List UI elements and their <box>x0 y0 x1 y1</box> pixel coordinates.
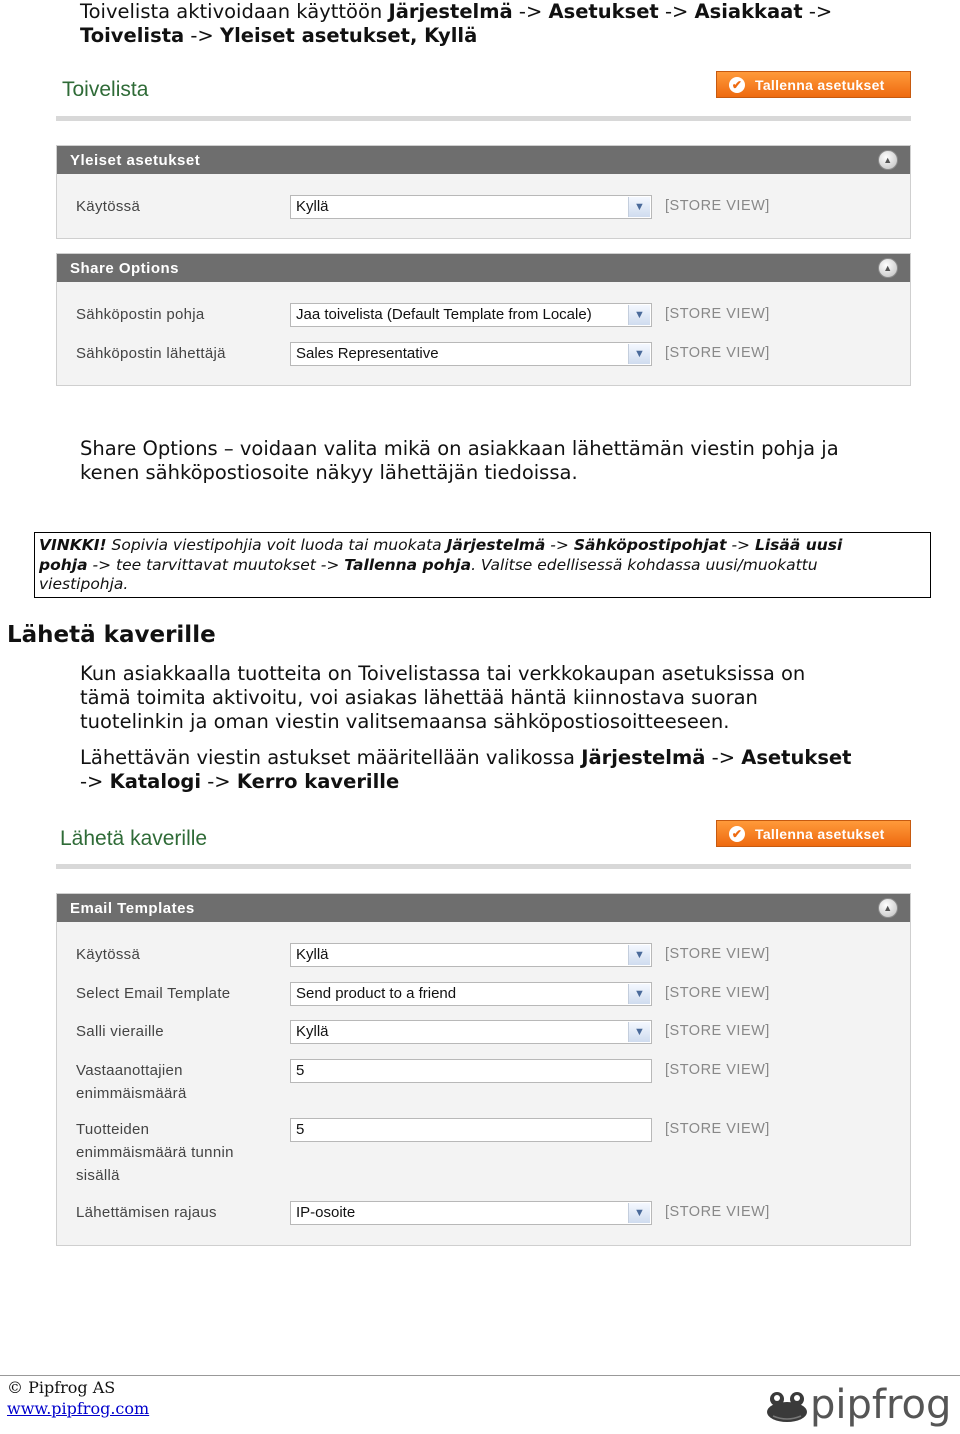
pipfrog-logo <box>765 1378 960 1430</box>
title-divider <box>56 864 911 869</box>
chevron-down-icon: ▼ <box>628 945 650 965</box>
check-icon: ✔ <box>729 77 745 93</box>
share-options-fieldset <box>56 253 911 386</box>
logo-wordmark: pipfrog <box>810 1382 952 1428</box>
general-settings-fieldset <box>56 145 911 239</box>
scope-label: [STORE VIEW] <box>665 1023 770 1039</box>
intro-line-2: Toivelista -> Yleiset asetukset, Kyllä <box>80 24 478 47</box>
chevron-down-icon: ▼ <box>628 305 650 325</box>
footer-copyright: © Pipfrog AS <box>7 1378 116 1397</box>
check-icon: ✔ <box>729 826 745 842</box>
max-recipients-input[interactable]: 5 <box>290 1059 652 1083</box>
setting-label: Sähköpostin pohja <box>76 306 205 323</box>
save-settings-label: Tallenna asetukset <box>755 825 885 842</box>
chevron-down-icon: ▼ <box>628 344 650 364</box>
setting-label: Lähettämisen rajaus <box>76 1204 217 1221</box>
settings-path-paragraph <box>80 746 851 794</box>
footer-website-link[interactable]: www.pipfrog.com <box>7 1399 150 1418</box>
setting-label: Käytössä <box>76 946 141 963</box>
chevron-down-icon: ▼ <box>628 984 650 1004</box>
scope-label: [STORE VIEW] <box>665 1121 770 1137</box>
max-per-hour-input[interactable]: 5 <box>290 1118 652 1142</box>
general-settings-header[interactable]: Yleiset asetukset ▲ <box>57 146 910 174</box>
section-heading: Lähetä kaverille <box>7 622 216 648</box>
email-template-select[interactable]: Jaa toivelista (Default Template from Locale) ▼ <box>290 303 652 327</box>
collapse-icon[interactable]: ▲ <box>878 898 898 918</box>
chevron-down-icon: ▼ <box>628 197 650 217</box>
email-templates-fieldset <box>56 893 911 1246</box>
setting-label: Tuotteiden enimmäismäärä tunnin sisällä <box>76 1121 234 1184</box>
setting-label: Vastaanottajien enimmäismäärä <box>76 1062 187 1102</box>
enabled-select[interactable]: Kyllä ▼ <box>290 195 652 219</box>
send-to-friend-page-title: Lähetä kaverille <box>60 827 208 850</box>
share-options-header[interactable]: Share Options ▲ <box>57 254 910 282</box>
intro-paragraph <box>80 0 832 48</box>
setting-label: Salli vieraille <box>76 1023 164 1040</box>
enabled-select[interactable]: Kyllä ▼ <box>290 943 652 967</box>
intro-line-1: Toivelista aktivoidaan käyttöön Järjestelmä -> Asetukset -> Asiakkaat -> <box>80 0 833 23</box>
collapse-icon[interactable]: ▲ <box>878 258 898 278</box>
collapse-icon[interactable]: ▲ <box>878 150 898 170</box>
scope-label: [STORE VIEW] <box>665 306 770 322</box>
send-to-friend-paragraph: Kun asiakkaalla tuotteita on Toivelistassa tai verkkokaupan asetuksissa on tämä toimita aktivoitu, voi asiakas lähettää häntä kiinnostava suoran tuotelinkin ja oman viestin valitsemaansa sähköpostiosoitteeseen. <box>80 662 806 733</box>
allow-guests-select[interactable]: Kyllä ▼ <box>290 1020 652 1044</box>
chevron-down-icon: ▼ <box>628 1022 650 1042</box>
scope-label: [STORE VIEW] <box>665 345 770 361</box>
path-line-2: -> Katalogi -> Kerro kaverille <box>80 770 400 793</box>
setting-label: Käytössä <box>76 198 141 215</box>
save-settings-button[interactable] <box>716 820 911 847</box>
email-template-select[interactable]: Send product to a friend ▼ <box>290 982 652 1006</box>
limit-sending-select[interactable]: IP-osoite ▼ <box>290 1201 652 1225</box>
footer-divider <box>0 1375 960 1376</box>
setting-label: Select Email Template <box>76 985 231 1002</box>
scope-label: [STORE VIEW] <box>665 985 770 1001</box>
share-options-description: Share Options – voidaan valita mikä on asiakkaan lähettämän viestin pohja ja kenen sähköpostiosoite näkyy lähettäjän tiedoissa. <box>80 437 839 484</box>
scope-label: [STORE VIEW] <box>665 1204 770 1220</box>
scope-label: [STORE VIEW] <box>665 946 770 962</box>
tip-line-3: viestipohja. <box>39 575 129 593</box>
email-templates-header[interactable]: Email Templates ▲ <box>57 894 910 922</box>
tip-line-1: VINKKI! Sopivia viestipohjia voit luoda tai muokata Järjestelmä -> Sähköpostipohjat -> Lisää uusi <box>39 536 843 554</box>
setting-label: Sähköpostin lähettäjä <box>76 345 226 362</box>
title-divider <box>56 116 911 121</box>
email-sender-select[interactable]: Sales Representative ▼ <box>290 342 652 366</box>
scope-label: [STORE VIEW] <box>665 198 770 214</box>
frog-icon <box>767 1392 807 1422</box>
tip-box <box>34 532 931 598</box>
tip-line-2: pohja -> tee tarvittavat muutokset -> Tallenna pohja. Valitse edellisessä kohdassa uusi/muokattu <box>39 555 818 574</box>
path-line-1: Lähettävän viestin astukset määritellään valikossa Järjestelmä -> Asetukset <box>80 746 852 769</box>
chevron-down-icon: ▼ <box>628 1203 650 1223</box>
scope-label: [STORE VIEW] <box>665 1062 770 1078</box>
save-settings-button[interactable] <box>716 71 911 98</box>
save-settings-label: Tallenna asetukset <box>755 76 885 93</box>
wishlist-page-title: Toivelista <box>62 78 149 101</box>
